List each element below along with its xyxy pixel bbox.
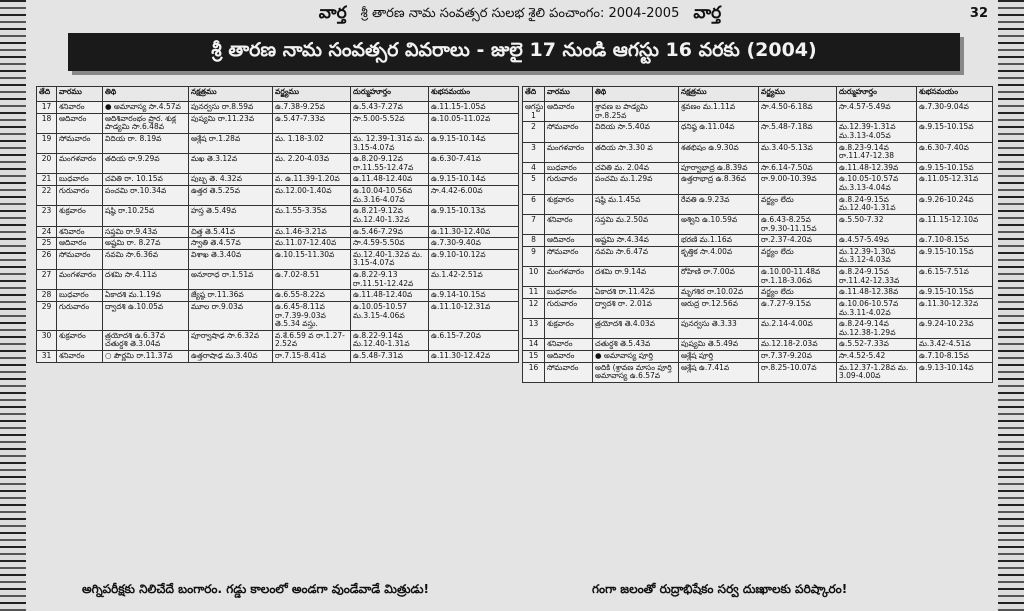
table-cell: బుధవారం — [57, 174, 103, 186]
table-cell: మ.3.40-5.13వ — [759, 142, 837, 162]
table-row — [37, 133, 519, 153]
table-cell: వ. ఉ.11.39-1.20వ — [273, 174, 351, 186]
table-cell: ధనిష్ఠ ఉ.11.04వ — [679, 122, 759, 142]
table-cell: ఆశ్లేష ఉ.7.41వ — [679, 362, 759, 382]
table-cell: ఉ.5.47-7.33వ — [273, 113, 351, 133]
table-cell: శతభిషం ఉ.9.30వ — [679, 142, 759, 162]
table-cell: చతుర్దశి తె.5.43వ — [593, 339, 679, 351]
table-cell: 31 — [37, 351, 57, 363]
table-cell: సా.5.48-7.18వ — [759, 122, 837, 142]
newspaper-logo-right: వార్త — [693, 3, 722, 23]
table-cell: సా.6.14-7.50వ — [759, 162, 837, 174]
table-cell: 15 — [523, 351, 545, 363]
table-cell: త్రయోదశి ఉ.6.37వ చతుర్దశి తె.3.04వ — [103, 330, 189, 350]
table-row — [523, 174, 993, 194]
newspaper-logo: వార్త — [318, 3, 347, 23]
table-cell: జ్యేష్ఠ రా.11.36వ — [189, 290, 273, 302]
table-cell: మ.1.55-3.35వ — [273, 206, 351, 226]
table-cell: షష్ఠి మ.1.45వ — [593, 194, 679, 214]
table-cell: ఏకాదశి మ.1.19వ — [103, 290, 189, 302]
table-cell: 16 — [523, 362, 545, 382]
table-cell: ఉ.8.22-9.13 రా.11.51-12.42వ — [351, 270, 429, 290]
table-cell: 30 — [37, 330, 57, 350]
right-calendar-table — [522, 86, 993, 383]
table-row — [37, 186, 519, 206]
table-cell: ఉ.11.48-12.39వ — [837, 162, 917, 174]
table-cell: గురువారం — [545, 298, 593, 318]
table-cell: 24 — [37, 226, 57, 238]
table-cell: ఉ.11.30-12.40వ — [429, 226, 519, 238]
table-cell: మ.12.37-1.28వ మ. 3.09-4.00వ — [837, 362, 917, 382]
table-row — [523, 298, 993, 318]
table-cell: రా.7.37-9.20వ — [759, 351, 837, 363]
table-cell: 28 — [37, 290, 57, 302]
table-cell: మ.12.40-1.32వ మ. 3.15-4.07వ — [351, 249, 429, 269]
table-cell: అనూరాధ రా.1.51వ — [189, 270, 273, 290]
table-cell: శుక్రవారం — [545, 194, 593, 214]
table-cell: ● అమావాస్య పూర్తి — [593, 351, 679, 363]
table-cell: ద్వాదశి ఉ.10.05వ — [103, 301, 189, 330]
table-cell: ఆరుద్ర రా.12.56వ — [679, 298, 759, 318]
table-cell: మ.12.18-2.03వ — [759, 339, 837, 351]
table-cell: ఉ.9.15-10.15వ — [917, 246, 993, 266]
table-cell: 7 — [523, 214, 545, 234]
table-cell: ఆశ్లేష పూర్తి — [679, 351, 759, 363]
table-cell: శనివారం — [57, 226, 103, 238]
table-row — [523, 142, 993, 162]
table-cell: ఉ.11.48-12.38వ — [837, 287, 917, 299]
left-header-col-2: తిథి — [103, 87, 189, 102]
table-cell: మ. 12.39-1.31వ మ. 3.15-4.07వ — [351, 133, 429, 153]
table-cell: 10 — [523, 267, 545, 287]
right-header-col-5: దుర్ముహూర్తం — [837, 87, 917, 102]
table-cell: శ్రవణం మ.1.11వ — [679, 102, 759, 122]
table-cell: ఉ.6.45-8.11వ రా.7.39-9.03వ తె.5.34 వస్తు. — [273, 301, 351, 330]
table-cell: సోమవారం — [57, 133, 103, 153]
right-header-col-2: తిథి — [593, 87, 679, 102]
right-header-col-6: శుభసమయం — [917, 87, 993, 102]
table-cell: తదియ సా.3.30 వ — [593, 142, 679, 162]
table-cell: పంచమి మ.1.29వ — [593, 174, 679, 194]
table-cell: సోమవారం — [545, 362, 593, 382]
table-row — [37, 238, 519, 250]
table-cell: మ.2.14-4.00వ — [759, 319, 837, 339]
table-cell: పుష్యమి తె.5.49వ — [679, 339, 759, 351]
table-cell: మ.1.42-2.51వ — [429, 270, 519, 290]
table-cell: మృగశిర రా.10.02వ — [679, 287, 759, 299]
table-cell: ఆదిశివారంభం ప్రార. శుక్ల పాడ్యమి సా.6.48వ — [103, 113, 189, 133]
table-cell: హస్త తె.5.49వ — [189, 206, 273, 226]
table-cell: అదికి (శ్రావణ మాసం పూర్తి అమావాస్య ఉ.6.57వ — [593, 362, 679, 382]
table-cell: ఉ.6.30-7.40వ — [917, 142, 993, 162]
table-row — [37, 249, 519, 269]
right-header-col-0: తేది — [523, 87, 545, 102]
table-cell: మఖ తె.3.12వ — [189, 154, 273, 174]
table-cell: ఉ.5.48-7.31వ — [351, 351, 429, 363]
table-cell: ఏకాదశి రా.11.42వ — [593, 287, 679, 299]
table-cell: 9 — [523, 246, 545, 266]
table-cell: ఆదివారం — [545, 102, 593, 122]
table-row — [523, 214, 993, 234]
table-cell: ద్వాదశి రా. 2.01వ — [593, 298, 679, 318]
table-cell: పూర్వాభాద్ర ఉ.8.39వ — [679, 162, 759, 174]
table-cell: ఉ.11.10-12.31వ — [429, 301, 519, 330]
table-cell: మ.11.07-12.40వ — [273, 238, 351, 250]
table-cell: విదియ సా.5.40వ — [593, 122, 679, 142]
table-cell: 29 — [37, 301, 57, 330]
table-cell: రేవతి ఉ.9.23వ — [679, 194, 759, 214]
table-cell: ఉ.7.30-9.04వ — [917, 102, 993, 122]
table-cell: 22 — [37, 186, 57, 206]
table-cell: భరణి మ.1.16వ — [679, 235, 759, 247]
table-cell: ఉ.10.04-10.56వ మ.3.16-4.07వ — [351, 186, 429, 206]
table-cell: 27 — [37, 270, 57, 290]
table-row — [37, 174, 519, 186]
table-cell: ఉ.8.24-9.15వ మ.12.40-1.31వ — [837, 194, 917, 214]
table-cell: రా.7.15-8.41వ — [273, 351, 351, 363]
table-cell: 5 — [523, 174, 545, 194]
table-cell: 11 — [523, 287, 545, 299]
table-cell: 8 — [523, 235, 545, 247]
table-cell: ఉ.7.10-8.15వ — [917, 235, 993, 247]
table-cell: ఉత్తరాభాద్ర ఉ.8.36వ — [679, 174, 759, 194]
table-row — [523, 235, 993, 247]
table-row — [523, 287, 993, 299]
table-row — [523, 102, 993, 122]
table-cell: రా.8.25-10.07వ — [759, 362, 837, 382]
table-cell: ● అమావాస్య సా.4.57వ — [103, 102, 189, 114]
table-cell: అశ్విని ఉ.10.59వ — [679, 214, 759, 234]
table-cell: ఉ.11.15-1.05వ — [429, 102, 519, 114]
table-cell: ఉ.11.48-12.40వ — [351, 174, 429, 186]
table-cell: మంగళవారం — [545, 267, 593, 287]
left-calendar-table — [36, 86, 519, 363]
table-cell: మ. 1.18-3.02 — [273, 133, 351, 153]
table-cell: 2 — [523, 122, 545, 142]
table-cell: వర్జ్యం లేదు — [759, 246, 837, 266]
table-cell: ఉ.9.24-10.23వ — [917, 319, 993, 339]
table-cell: ఉ.7.10-8.15వ — [917, 351, 993, 363]
footer-quote-left: అగ్నిపరీక్షకు నిలిచేదే బంగారం. గడ్డు కాలంలో అండగా వుండేవాడే మిత్రుడు! — [82, 582, 429, 596]
left-header-col-3: నక్షత్రము — [189, 87, 273, 102]
table-cell: రా.2.37-4.20వ — [759, 235, 837, 247]
table-cell: పూర్వాషాఢ సా.6.32వ — [189, 330, 273, 350]
left-header-col-1: వారము — [57, 87, 103, 102]
table-cell: చిత్త తె.5.41వ — [189, 226, 273, 238]
table-cell: గురువారం — [57, 301, 103, 330]
table-cell: పంచమి రా.10.34వ — [103, 186, 189, 206]
table-cell: 14 — [523, 339, 545, 351]
table-cell: మంగళవారం — [57, 270, 103, 290]
table-cell: ఉత్తర తె.5.25వ — [189, 186, 273, 206]
table-cell: ఆదివారం — [545, 235, 593, 247]
table-cell: ఉ.9.26-10.24వ — [917, 194, 993, 214]
table-cell: సప్తమి మ.2.50వ — [593, 214, 679, 234]
table-cell: సోమవారం — [57, 249, 103, 269]
table-cell: శుక్రవారం — [545, 319, 593, 339]
table-cell: దశమి రా.9.14వ — [593, 267, 679, 287]
table-row — [523, 319, 993, 339]
page-number: 32 — [969, 6, 988, 21]
table-cell: స్వాతి తె.4.57వ — [189, 238, 273, 250]
table-cell: ఉ.11.48-12.40వ — [351, 290, 429, 302]
table-cell: మూల రా.9.03వ — [189, 301, 273, 330]
table-cell: సప్తమి రా.9.43వ — [103, 226, 189, 238]
table-cell: చవితి మ. 2.04వ — [593, 162, 679, 174]
right-header-col-4: వర్జ్యము — [759, 87, 837, 102]
table-cell: ఉ.8.24-9.15వ రా.11.42-12.33వ — [837, 267, 917, 287]
table-cell: అష్టమి రా. 8.27వ — [103, 238, 189, 250]
table-cell: తదియ రా.9.29వ — [103, 154, 189, 174]
table-cell: వర్జ్యం లేదు — [759, 194, 837, 214]
table-cell: ఉ.11.30-12.32వ — [917, 298, 993, 318]
table-row — [37, 351, 519, 363]
table-cell: ఆగస్టు 1 — [523, 102, 545, 122]
table-cell: పుష్యమి రా.11.23వ — [189, 113, 273, 133]
table-cell: గురువారం — [57, 186, 103, 206]
table-cell: సా.5.00-5.52వ — [351, 113, 429, 133]
table-row — [37, 301, 519, 330]
table-cell: పునర్వసు తె.3.33 — [679, 319, 759, 339]
table-cell: ఉ.6.43-8.25వ రా.9.30-11.15వ — [759, 214, 837, 234]
table-cell: ఉ.10.05-10.57 మ.3.15-4.06వ — [351, 301, 429, 330]
table-cell: ఉ.9.15-10.15వ — [917, 162, 993, 174]
table-cell: 23 — [37, 206, 57, 226]
table-cell: ఉ.9.13-10.14వ — [917, 362, 993, 382]
table-row — [523, 362, 993, 382]
table-cell: ఉత్తరాషాఢ మ.3.40వ — [189, 351, 273, 363]
footer-quote-right: గంగా జలంతో రుద్రాభిషేకం సర్వ దుఃఖాలకు పరిష్కారం! — [592, 582, 848, 596]
page-title-banner: శ్రీ తారణ నామ సంవత్సర వివరాలు - జులై 17 నుండి ఆగస్టు 16 వరకు (2004) — [68, 33, 960, 71]
table-row — [37, 113, 519, 133]
table-cell: ఉ.9.14-10.15వ — [429, 290, 519, 302]
table-cell: ఉ.6.30-7.41వ — [429, 154, 519, 174]
table-cell: ఉ.10.00-11.48వ రా.1.18-3.06వ — [759, 267, 837, 287]
right-header-col-3: నక్షత్రము — [679, 87, 759, 102]
table-row — [37, 154, 519, 174]
table-cell: అష్టమి సా.4.34వ — [593, 235, 679, 247]
table-cell: 25 — [37, 238, 57, 250]
table-cell: సా.4.59-5.50వ — [351, 238, 429, 250]
table-cell: సా.4.57-5.49వ — [837, 102, 917, 122]
left-header-col-5: దుర్ముహూర్తం — [351, 87, 429, 102]
table-cell: ఆదివారం — [57, 113, 103, 133]
table-cell: ఉ.10.05-10.57వ మ.3.13-4.04వ — [837, 174, 917, 194]
table-cell: శనివారం — [545, 214, 593, 234]
table-cell: ఉ.10.15-11.30వ — [273, 249, 351, 269]
table-cell: ఉ.9.15-10.15వ — [917, 122, 993, 142]
table-cell: చవితి రా. 10.15వ — [103, 174, 189, 186]
table-cell: మ.12.00-1.40వ — [273, 186, 351, 206]
table-cell: మ. 2.20-4.03వ — [273, 154, 351, 174]
table-row — [37, 270, 519, 290]
right-decorative-border — [998, 0, 1024, 611]
left-decorative-border — [0, 0, 26, 611]
table-cell: సోమవారం — [545, 246, 593, 266]
table-cell: ఉ.10.05-11.02వ — [429, 113, 519, 133]
table-cell: 17 — [37, 102, 57, 114]
table-cell: ఆదివారం — [545, 351, 593, 363]
table-cell: దశమి సా.4.11వ — [103, 270, 189, 290]
table-cell: 4 — [523, 162, 545, 174]
table-cell: శనివారం — [57, 351, 103, 363]
table-cell: ఉ.8.23-9.14వ రా.11.47-12.38 — [837, 142, 917, 162]
table-cell: ఆదివారం — [57, 238, 103, 250]
table-cell: శుక్రవారం — [57, 206, 103, 226]
table-cell: మ.12.39-1.31వ మ.3.13-4.05వ — [837, 122, 917, 142]
table-cell: ఉ.7.38-9.25వ — [273, 102, 351, 114]
table-cell: 13 — [523, 319, 545, 339]
table-cell: మంగళవారం — [545, 142, 593, 162]
table-cell: పునర్వసు రా.8.59వ — [189, 102, 273, 114]
table-row — [523, 162, 993, 174]
table-cell: నవమి సా.6.36వ — [103, 249, 189, 269]
table-cell: ఉ.10.06-10.57వ మ.3.11-4.02వ — [837, 298, 917, 318]
left-header-col-0: తేది — [37, 87, 57, 102]
table-cell: ఉ.5.50-7.32 — [837, 214, 917, 234]
table-cell: ఉ.11.15-12.10వ — [917, 214, 993, 234]
table-cell: 20 — [37, 154, 57, 174]
table-row — [37, 102, 519, 114]
table-row — [37, 226, 519, 238]
table-cell: పుబ్బ తె. 4.32వ — [189, 174, 273, 186]
table-cell: ఉ.6.55-8.22వ — [273, 290, 351, 302]
table-cell: 12 — [523, 298, 545, 318]
table-row — [37, 330, 519, 350]
table-cell: కృత్తిక సా.4.00వ — [679, 246, 759, 266]
table-cell: ఉ.7.02-8.51 — [273, 270, 351, 290]
table-cell: శుక్రవారం — [57, 330, 103, 350]
table-row — [523, 194, 993, 214]
table-cell: ఉ.9.15-10.15వ — [917, 287, 993, 299]
table-cell: ఉ.7.27-9.15వ — [759, 298, 837, 318]
table-row — [523, 267, 993, 287]
table-cell: వ.శే.6.59 వ రా.1.27-2.52వ — [273, 330, 351, 350]
table-row — [523, 246, 993, 266]
table-cell: సా.4.50-6.18వ — [759, 102, 837, 122]
header-title: శ్రీ తారణ నామ సంవత్సర సులభ శైలి పంచాంగం: 2004-2005 — [360, 6, 680, 21]
table-cell: 19 — [37, 133, 57, 153]
table-cell: ఉ.5.52-7.33వ — [837, 339, 917, 351]
table-cell: ఉ.6.15-7.20వ — [429, 330, 519, 350]
table-row — [523, 351, 993, 363]
table-cell: ఆశ్లేష రా.1.28వ — [189, 133, 273, 153]
page-header — [240, 3, 800, 27]
table-cell: ఉ.8.22-9.14వ మ.12.40-1.31వ — [351, 330, 429, 350]
table-cell: ఉ.8.20-9.12వ రా.11.55-12.47వ — [351, 154, 429, 174]
table-cell: ఉ.9.15-10.14వ — [429, 133, 519, 153]
table-cell: 18 — [37, 113, 57, 133]
table-cell: సా.4.42-6.00వ — [429, 186, 519, 206]
table-cell: బుధవారం — [545, 287, 593, 299]
table-row — [37, 290, 519, 302]
table-cell: బుధవారం — [57, 290, 103, 302]
table-cell: రా.9.00-10.39వ — [759, 174, 837, 194]
table-cell: నవమి సా.6.47వ — [593, 246, 679, 266]
table-cell: సా.4.52-5.42 — [837, 351, 917, 363]
table-cell: మ.3.42-4.51వ — [917, 339, 993, 351]
table-row — [523, 339, 993, 351]
table-cell: ఉ.9.15-10.14వ — [429, 174, 519, 186]
table-cell: ఉ.11.05-12.31వ — [917, 174, 993, 194]
table-cell: ఉ.9.15-10.13వ — [429, 206, 519, 226]
table-cell: విదియ రా. 8.19వ — [103, 133, 189, 153]
table-cell: ఉ.8.21-9.12వ మ.12.40-1.32వ — [351, 206, 429, 226]
right-header-col-1: వారము — [545, 87, 593, 102]
table-cell: త్రయోదశి తె.4.03వ — [593, 319, 679, 339]
table-cell: ఉ.5.43-7.27వ — [351, 102, 429, 114]
table-cell: రోహిణి రా.7.00వ — [679, 267, 759, 287]
table-cell: ఉ.8.24-9.14వ మ.12.38-1.29వ — [837, 319, 917, 339]
table-cell: ఉ.6.15-7.51వ — [917, 267, 993, 287]
table-cell: ఉ.4.57-5.49వ — [837, 235, 917, 247]
table-row — [523, 122, 993, 142]
table-cell: 21 — [37, 174, 57, 186]
table-cell: వర్జ్యం లేదు — [759, 287, 837, 299]
table-cell: ○ పౌర్ణమి రా.11.37వ — [103, 351, 189, 363]
table-cell: శనివారం — [545, 339, 593, 351]
table-cell: బుధవారం — [545, 162, 593, 174]
table-cell: ఉ.5.46-7.29వ — [351, 226, 429, 238]
table-cell: గురువారం — [545, 174, 593, 194]
table-cell: 3 — [523, 142, 545, 162]
table-cell: 26 — [37, 249, 57, 269]
table-cell: మ.12.39-1.30వ మ.3.12-4.03వ — [837, 246, 917, 266]
left-header-col-6: శుభసమయం — [429, 87, 519, 102]
left-header-col-4: వర్జ్యము — [273, 87, 351, 102]
table-cell: మంగళవారం — [57, 154, 103, 174]
table-cell: విశాఖ తె.3.40వ — [189, 249, 273, 269]
table-cell: మ.1.46-3.21వ — [273, 226, 351, 238]
table-cell: శ్రావణ బ పాడ్యమి రా.8.25వ — [593, 102, 679, 122]
table-cell: ఉ.7.30-9.40వ — [429, 238, 519, 250]
table-cell: షష్ఠి రా.10.25వ — [103, 206, 189, 226]
table-cell: ఉ.11.30-12.42వ — [429, 351, 519, 363]
table-cell: సోమవారం — [545, 122, 593, 142]
table-cell: శనివారం — [57, 102, 103, 114]
table-cell: 6 — [523, 194, 545, 214]
table-cell: ఉ.9.10-10.12వ — [429, 249, 519, 269]
table-row — [37, 206, 519, 226]
